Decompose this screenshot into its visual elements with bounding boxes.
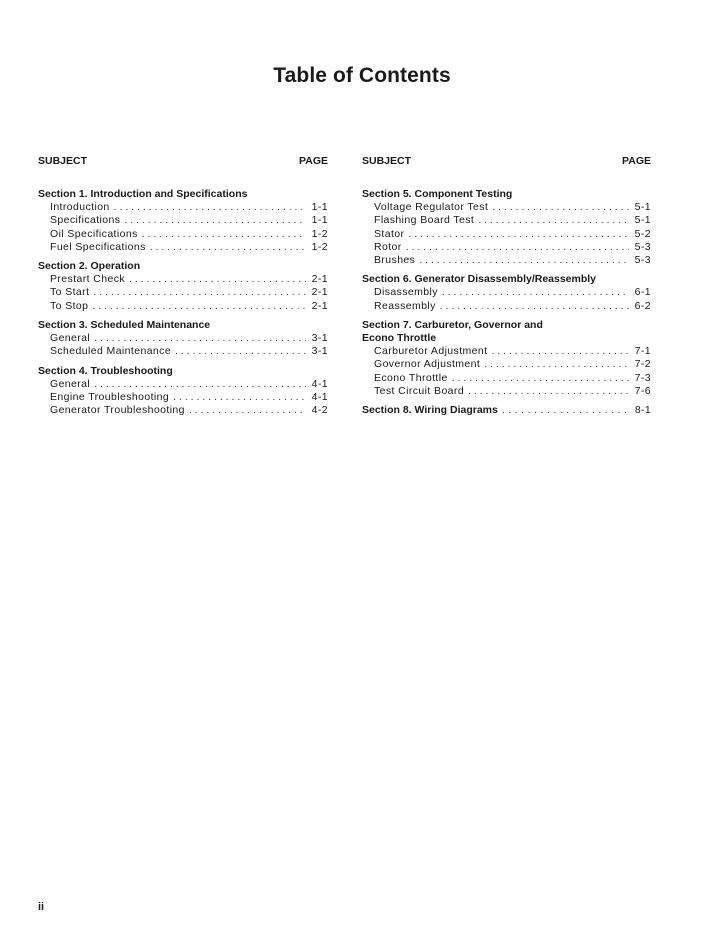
toc-entry[interactable] [38, 241, 328, 254]
page-ref: 3-1 [311, 332, 328, 345]
leader-dots [94, 332, 306, 345]
leader-dots [173, 391, 306, 404]
toc-entry[interactable] [38, 201, 328, 214]
leader-dots [129, 273, 306, 286]
page-ref: 5-1 [634, 201, 651, 213]
page-ref: 7-1 [634, 345, 651, 358]
leader-dots [406, 241, 629, 254]
page-ref: 2-1 [311, 273, 328, 286]
toc-entry[interactable] [38, 273, 328, 286]
toc-column-left [38, 155, 328, 424]
page-ref: 2-1 [311, 299, 328, 312]
toc-section [362, 273, 651, 313]
page-ref: 6-2 [634, 299, 651, 312]
leader-dots [491, 345, 629, 358]
entry-label: Fuel Specifications [50, 240, 146, 253]
entry-label: To Stop [50, 299, 89, 312]
leader-dots [452, 372, 629, 385]
toc-entry[interactable] [38, 286, 328, 299]
leader-dots [492, 201, 629, 214]
page-ref: 7-2 [634, 358, 651, 371]
toc-entry[interactable] [38, 228, 328, 241]
toc-section [38, 365, 328, 418]
page-ref: 2-1 [311, 286, 328, 299]
leader-dots [175, 345, 306, 358]
toc-entry[interactable] [38, 391, 328, 404]
toc-entry[interactable] [362, 214, 651, 227]
toc-section [362, 319, 651, 398]
toc-section [38, 188, 328, 254]
page-ref: 7-6 [634, 384, 651, 397]
toc-entry[interactable] [362, 254, 651, 267]
entry-label: Stator [374, 227, 405, 240]
page-ref: 1-2 [311, 227, 328, 240]
leader-dots [124, 214, 306, 227]
subject-header: SUBJECT [38, 155, 88, 167]
toc-entry[interactable] [362, 372, 651, 385]
entry-label: Generator Troubleshooting [50, 404, 185, 417]
entry-label: Specifications [50, 214, 121, 227]
entry-label: General [50, 332, 91, 345]
entry-label: Engine Troubleshooting [50, 390, 170, 403]
page-header: PAGE [299, 155, 328, 167]
toc-entry[interactable] [38, 378, 328, 391]
entry-label: Scheduled Maintenance [50, 345, 172, 358]
page-ref: 7-3 [634, 371, 651, 384]
page-title: Table of Contents [273, 64, 451, 87]
page-ref: 4-2 [311, 404, 328, 417]
toc-sections-left [38, 188, 328, 418]
toc-entry[interactable] [38, 345, 328, 358]
leader-dots [92, 300, 306, 313]
leader-dots [189, 404, 306, 417]
section-title: Section 5. Component Testing [362, 188, 513, 200]
toc-sections-right [362, 188, 651, 398]
entry-label: Flashing Board Test [374, 214, 475, 227]
entry-label: Introduction [50, 201, 110, 213]
page-header: PAGE [622, 155, 651, 167]
leader-dots [94, 378, 306, 391]
page-ref: 5-3 [634, 254, 651, 267]
leader-dots [114, 201, 306, 214]
subject-header: SUBJECT [362, 155, 412, 167]
entry-label: Carburetor Adjustment [374, 345, 488, 358]
entry-label: Oil Specifications [50, 227, 138, 240]
leader-dots [484, 358, 629, 371]
entry-label: Test Circuit Board [374, 384, 465, 397]
toc-entry[interactable] [362, 201, 651, 214]
page-number: ii [38, 901, 45, 913]
toc-column-right [362, 155, 651, 417]
entry-label: Brushes [374, 254, 416, 267]
leader-dots [468, 385, 629, 398]
leader-dots [150, 241, 306, 254]
toc-entry[interactable] [362, 358, 651, 371]
entry-label: Voltage Regulator Test [374, 201, 489, 213]
section-title: Section 1. Introduction and Specifications [38, 188, 248, 200]
toc-section [38, 260, 328, 313]
column-header [362, 155, 651, 167]
column-header [38, 155, 328, 167]
page-ref: 3-1 [311, 345, 328, 358]
entry-label: Rotor [374, 240, 402, 253]
section-title: Section 7. Carburetor, Governor and [362, 319, 543, 332]
toc-entry[interactable] [38, 404, 328, 417]
page-ref: 5-1 [634, 214, 651, 227]
entry-label: To Start [50, 286, 90, 299]
toc-section [38, 319, 328, 359]
page-ref: 1-1 [311, 214, 328, 227]
toc-entry[interactable] [362, 286, 651, 299]
page-ref: 5-3 [634, 240, 651, 253]
section-title: Section 3. Scheduled Maintenance [38, 319, 211, 332]
toc-section [362, 188, 651, 267]
toc-entry[interactable] [362, 228, 651, 241]
entry-label: Reassembly [374, 299, 436, 312]
leader-dots [142, 228, 306, 241]
page-ref: 8-1 [634, 404, 651, 417]
page-ref: 1-2 [311, 240, 328, 253]
entry-label: General [50, 377, 91, 390]
toc-entry[interactable] [38, 300, 328, 313]
toc-entry[interactable] [362, 385, 651, 398]
section-title: Section 4. Troubleshooting [38, 364, 173, 377]
leader-dots [440, 300, 629, 313]
leader-dots [442, 286, 629, 299]
toc-entry[interactable] [362, 345, 651, 358]
leader-dots [408, 228, 629, 241]
leader-dots [478, 214, 629, 227]
entry-label: Governor Adjustment [374, 358, 481, 371]
section-title: Section 2. Operation [38, 260, 141, 273]
page-ref: 1-1 [311, 201, 328, 213]
section-title: Section 8. Wiring Diagrams [362, 404, 498, 417]
toc-section-8[interactable] [362, 404, 651, 417]
section-title: Section 6. Generator Disassembly/Reassembly [362, 273, 597, 286]
page-ref: 4-1 [311, 390, 328, 403]
page-ref: 5-2 [634, 227, 651, 240]
entry-label: Econo Throttle [374, 371, 448, 384]
page-ref: 6-1 [634, 286, 651, 299]
toc-entry[interactable] [362, 241, 651, 254]
entry-label: Prestart Check [50, 273, 126, 286]
entry-label: Disassembly [374, 286, 438, 299]
toc-entry[interactable] [38, 332, 328, 345]
section-title-line2: Econo Throttle [362, 332, 437, 345]
leader-dots [502, 404, 631, 417]
leader-dots [419, 254, 629, 267]
toc-entry[interactable] [362, 300, 651, 313]
page-ref: 4-1 [311, 377, 328, 390]
toc-entry[interactable] [38, 214, 328, 227]
leader-dots [93, 286, 306, 299]
